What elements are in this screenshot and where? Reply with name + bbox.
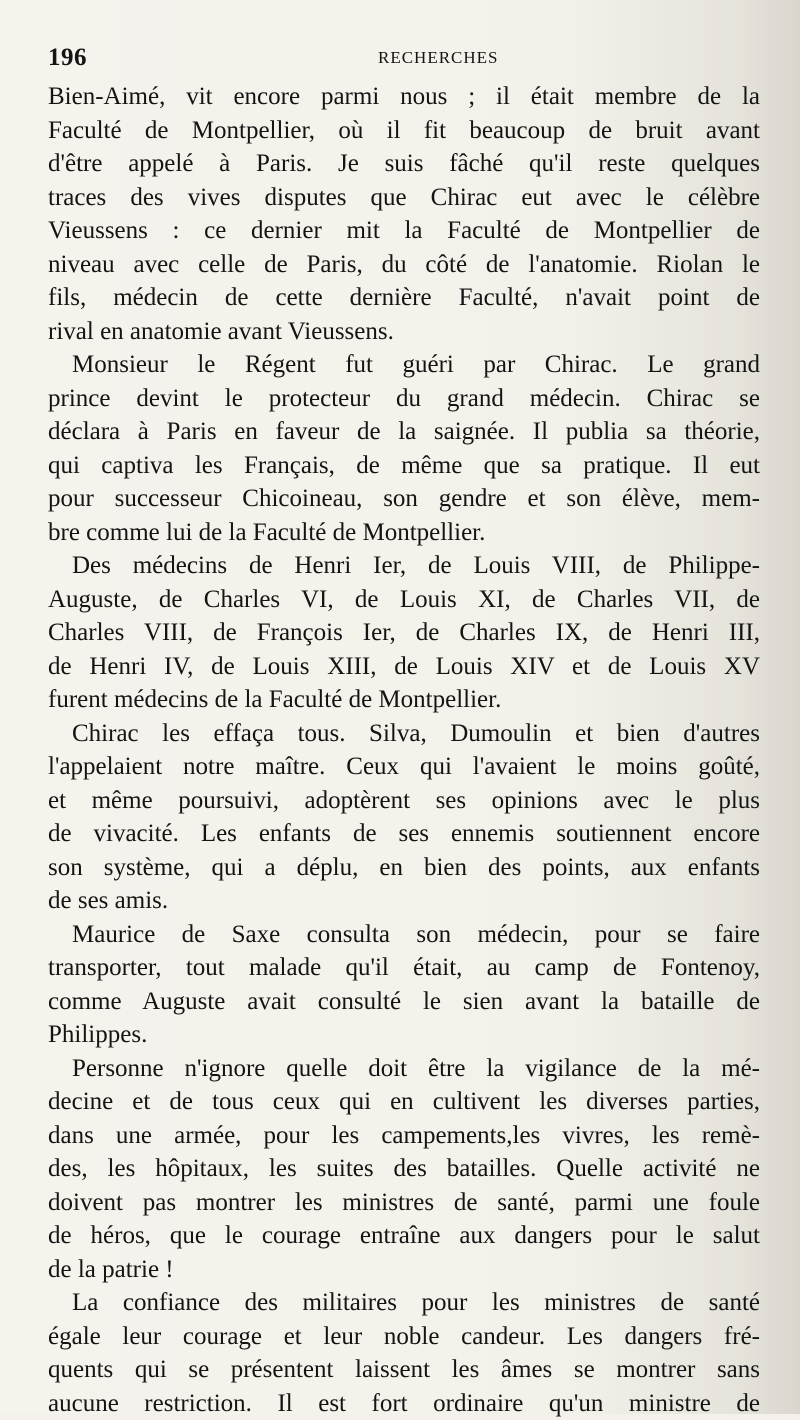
text-line: La confiance des militaires pour les ministres de santé	[48, 1286, 760, 1320]
text-line: fils, médecin de cette dernière Faculté, n'avait point de	[48, 281, 760, 315]
text-line: qui captiva les Français, de même que sa pratique. Il eut	[48, 449, 760, 483]
text-line: Monsieur le Régent fut guéri par Chirac. Le grand	[48, 348, 760, 382]
text-line: aucune restriction. Il est fort ordinaire qu'un ministre de	[48, 1387, 760, 1420]
page-header	[48, 44, 748, 72]
text-line: Faculté de Montpellier, où il fit beaucoup de bruit avant	[48, 114, 760, 148]
text-line: prince devint le protecteur du grand médecin. Chirac se	[48, 382, 760, 416]
text-line: égale leur courage et leur noble candeur. Les dangers fré-	[48, 1320, 760, 1354]
text-line: Charles VIII, de François Ier, de Charles IX, de Henri III,	[48, 616, 760, 650]
text-line: Vieussens : ce dernier mit la Faculté de Montpellier de	[48, 214, 760, 248]
text-line: Chirac les effaça tous. Silva, Dumoulin et bien d'autres	[48, 717, 760, 751]
text-line: son système, qui a déplu, en bien des points, aux enfants	[48, 851, 760, 885]
text-line: niveau avec celle de Paris, du côté de l'anatomie. Riolan le	[48, 248, 760, 282]
text-line: de ses amis.	[48, 884, 760, 918]
text-line: dans une armée, pour les campements,les vivres, les remè-	[48, 1119, 760, 1153]
text-line: Bien-Aimé, vit encore parmi nous ; il était membre de la	[48, 80, 760, 114]
text-line: de héros, que le courage entraîne aux dangers pour le salut	[48, 1219, 760, 1253]
text-line: Maurice de Saxe consulta son médecin, pour se faire	[48, 918, 760, 952]
text-line: doivent pas montrer les ministres de santé, parmi une foule	[48, 1186, 760, 1220]
text-line: comme Auguste avait consulté le sien avant la bataille de	[48, 985, 760, 1019]
text-line: quents qui se présentent laissent les âmes se montrer sans	[48, 1353, 760, 1387]
text-line: Philippes.	[48, 1018, 760, 1052]
text-line: d'être appelé à Paris. Je suis fâché qu'il reste quelques	[48, 147, 760, 181]
text-line: et même poursuivi, adoptèrent ses opinions avec le plus	[48, 784, 760, 818]
text-line: pour successeur Chicoineau, son gendre et son élève, mem-	[48, 482, 760, 516]
text-line: traces des vives disputes que Chirac eut avec le célèbre	[48, 181, 760, 215]
page-number: 196	[48, 44, 87, 72]
text-line: bre comme lui de la Faculté de Montpellier.	[48, 516, 760, 550]
text-line: des, les hôpitaux, les suites des batailles. Quelle activité ne	[48, 1152, 760, 1186]
text-line: rival en anatomie avant Vieussens.	[48, 315, 760, 349]
text-line: l'appelaient notre maître. Ceux qui l'avaient le moins goûté,	[48, 750, 760, 784]
text-line: transporter, tout malade qu'il était, au camp de Fontenoy,	[48, 951, 760, 985]
running-title: RECHERCHES	[378, 48, 499, 68]
text-line: Auguste, de Charles VI, de Louis XI, de Charles VII, de	[48, 583, 760, 617]
text-line: Des médecins de Henri Ier, de Louis VIII, de Philippe-	[48, 549, 760, 583]
body-text	[48, 80, 760, 1420]
text-line: de vivacité. Les enfants de ses ennemis soutiennent encore	[48, 817, 760, 851]
text-line: decine et de tous ceux qui en cultivent les diverses parties,	[48, 1085, 760, 1119]
text-line: Personne n'ignore quelle doit être la vigilance de la mé-	[48, 1052, 760, 1086]
text-line: furent médecins de la Faculté de Montpellier.	[48, 683, 760, 717]
text-line: de Henri IV, de Louis XIII, de Louis XIV et de Louis XV	[48, 650, 760, 684]
text-line: de la patrie !	[48, 1253, 760, 1287]
text-line: déclara à Paris en faveur de la saignée. Il publia sa théorie,	[48, 415, 760, 449]
